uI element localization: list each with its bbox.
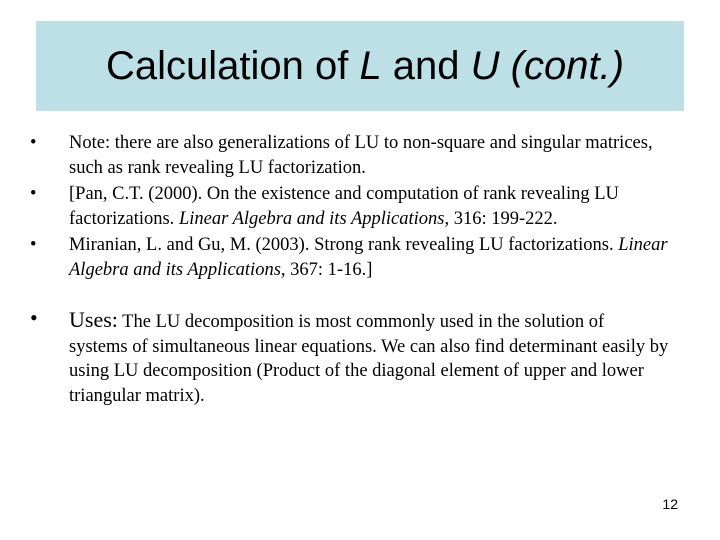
bullet-note <box>30 131 680 180</box>
title-italic-l: L <box>359 44 382 88</box>
bullet-uses <box>30 305 680 408</box>
bullet-icon: • <box>30 184 37 204</box>
title-text: Calculation of <box>105 44 360 88</box>
uses-first-line: The LU decomposition is most commonly used in the solution of <box>117 312 605 332</box>
reference-1-text: [Pan, C.T. (2000). On the existence and computation of rank revealing LU factorizations. <box>69 184 619 229</box>
uses-label: Uses: <box>69 307 118 332</box>
title-italic-cont: (cont.) <box>499 44 625 88</box>
note-label: Note <box>69 133 105 153</box>
note-text: : there are also generalizations of LU to non-square and singular matrices, such as rank revealing LU factorization. <box>69 133 653 178</box>
reference-2-journal: Linear Algebra and its Applications <box>69 235 668 280</box>
title-text-and: and <box>381 44 471 88</box>
uses-text: systems of simultaneous linear equations. We can also find determinant easily by using LU decomposition (Product of the diagonal element of upper and lower triangular matrix). <box>69 336 669 406</box>
bullet-list <box>30 131 680 410</box>
title-italic-u: U <box>470 44 500 88</box>
reference-1-citation: , 316: 199-222. <box>444 208 558 229</box>
bullet-icon: • <box>30 305 38 330</box>
reference-2-citation: , 367: 1-16.] <box>280 259 373 280</box>
slide-title <box>96 46 624 86</box>
title-bar <box>36 21 684 111</box>
reference-2-text: Miranian, L. and Gu, M. (2003). Strong rank revealing LU factorizations. <box>69 235 619 255</box>
bullet-reference-2 <box>30 233 680 282</box>
reference-1-journal: Linear Algebra and its Applications <box>178 208 445 229</box>
bullet-icon: • <box>30 235 37 255</box>
page-number: 12 <box>662 496 678 512</box>
bullet-icon: • <box>30 133 37 153</box>
bullet-reference-1 <box>30 182 680 231</box>
